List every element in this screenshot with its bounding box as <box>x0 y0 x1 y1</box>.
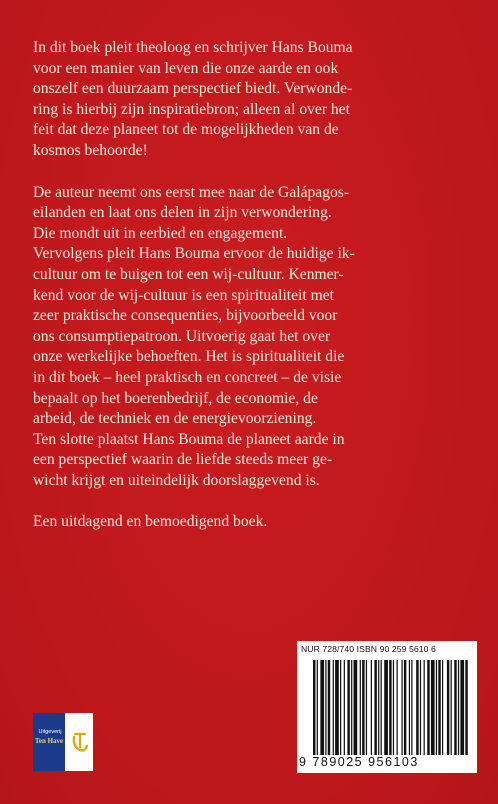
text-line: eilanden en laat ons delen in zijn verwondering. <box>33 204 332 222</box>
text-line: Ten slotte plaatst Hans Bouma de planeet aarde in <box>33 430 345 448</box>
text-line: arbeid, de techniek en de energievoorziening. <box>33 410 317 428</box>
text-line: kosmos behoorde! <box>33 141 148 159</box>
text-line: kend voor de wij-cultuur is een spiritualiteit met <box>33 286 334 304</box>
text-line: ons consumptiepatroon. Uitvoerig gaat het over <box>33 327 331 345</box>
text-line: zeer praktische consequenties, bijvoorbeeld voor <box>33 307 338 325</box>
text-line: bepaalt op het boerenbedrijf, de economie, de <box>33 389 318 407</box>
text-line: Die mondt uit in eerbied en engagement. <box>33 224 288 242</box>
barcode-digits: 9 789025 956103 <box>299 755 419 769</box>
publisher-label: Uitgeverij <box>38 729 62 735</box>
text-line: onszelf een duurzaam perspectief biedt. Verwonde- <box>33 80 353 98</box>
text-line: cultuur om te buigen tot een wij-cultuur. Kenmer- <box>33 265 344 283</box>
text-line: feit dat deze planeet tot de mogelijkheden van de <box>33 121 339 139</box>
text-line: ring is hierbij zijn inspiratiebron; alleen al over het <box>33 100 350 118</box>
blurb-text <box>33 38 475 533</box>
text-line: In dit boek pleit theoloog en schrijver Hans Bouma <box>33 39 353 56</box>
text-line: in dit boek – heel praktisch en concreet – de visie <box>33 368 342 386</box>
isbn-info: NUR 728/740 ISBN 90 259 5610 6 <box>301 644 436 654</box>
barcode-label <box>297 641 477 773</box>
publisher-box <box>33 713 65 771</box>
text-line: wicht krijgt en uiteindelijk doorslaggevend is. <box>33 471 320 489</box>
text-line: Een uitdagend en bemoedigend boek. <box>33 513 268 531</box>
blurb-paragraph-3 <box>33 512 475 533</box>
text-line: Vervolgens pleit Hans Bouma ervoor de huidige ik- <box>33 245 355 263</box>
blurb-paragraph-1 <box>33 38 475 162</box>
text-line: een perspectief waarin de liefde steeds meer ge- <box>33 451 333 469</box>
blurb-paragraph-2 <box>33 183 475 492</box>
barcode-icon <box>313 660 469 755</box>
text-line: voor een manier van leven die onze aarde en ook <box>33 59 339 77</box>
publisher-emblem-icon <box>65 713 93 771</box>
publisher-name: Ten Have <box>34 737 64 745</box>
publisher-logo <box>33 713 93 771</box>
text-line: De auteur neemt ons eerst mee naar de Galápagos- <box>33 183 350 201</box>
text-line: onze werkelijke behoeften. Het is spiritualiteit die <box>33 348 345 366</box>
